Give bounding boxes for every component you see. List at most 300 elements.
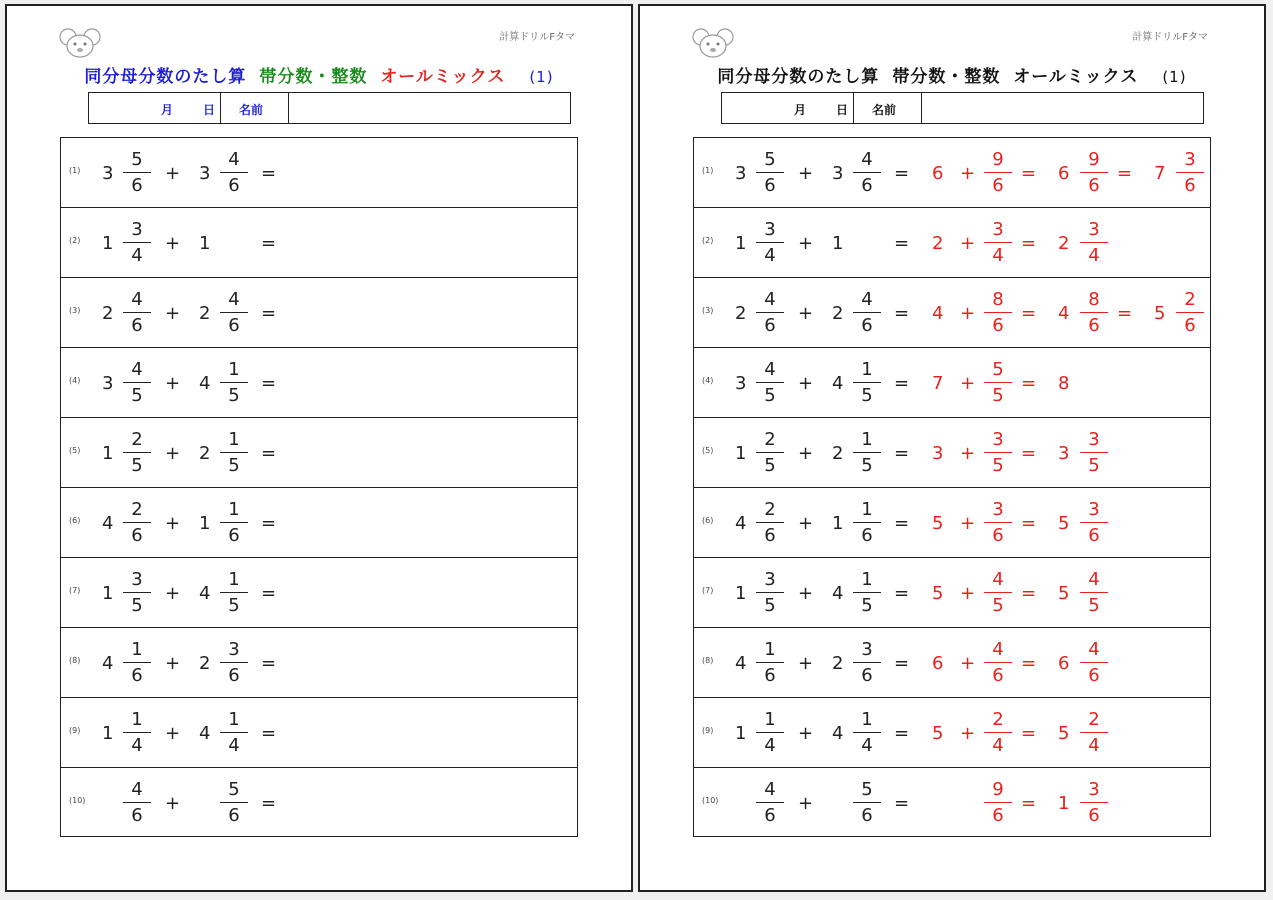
answer1-fraction-numerator: 9 — [992, 779, 1004, 800]
answer2-fraction-numerator: 3 — [1088, 219, 1100, 240]
problem-row — [694, 348, 1210, 418]
addend1-whole: 4 — [735, 512, 747, 534]
month-label: 月 — [794, 103, 807, 117]
worksheet-problems — [5, 4, 633, 892]
addend1-fraction-denominator: 5 — [764, 455, 776, 476]
title-part-mixed: 帯分数・整数 — [259, 67, 368, 87]
addend1-fraction-numerator: 2 — [131, 499, 143, 520]
plus-sign: + — [165, 442, 181, 464]
answer2-fraction — [1080, 497, 1108, 549]
addend2-whole: 3 — [199, 162, 211, 184]
answer2-fraction — [1080, 427, 1108, 479]
equals-sign: = — [894, 162, 910, 184]
answer1-whole: 5 — [932, 512, 944, 534]
addend2-fraction-numerator: 3 — [861, 639, 873, 660]
addend1-whole: 3 — [735, 162, 747, 184]
answer-plus-sign: + — [960, 512, 976, 534]
problem-row — [61, 138, 577, 208]
answer1-fraction-numerator: 3 — [992, 429, 1004, 450]
equals-sign: = — [261, 372, 277, 394]
equals-sign: = — [894, 302, 910, 324]
addend1-fraction — [123, 357, 151, 409]
answer1-fraction — [984, 497, 1012, 549]
title-part-fraction: 同分母分数のたし算 — [717, 67, 880, 87]
answer-equals-sign: = — [1021, 722, 1037, 744]
answer2-fraction — [1080, 287, 1108, 339]
addend1-whole: 1 — [735, 582, 747, 604]
equals-sign: = — [894, 372, 910, 394]
addend2-whole: 2 — [199, 442, 211, 464]
answer2-fraction — [1080, 707, 1108, 759]
plus-sign: + — [798, 512, 814, 534]
problem-number: (2) — [702, 236, 714, 245]
addend1-whole: 2 — [735, 302, 747, 324]
addend1-fraction-numerator: 2 — [131, 429, 143, 450]
plus-sign: + — [798, 372, 814, 394]
problem-number: (10) — [69, 796, 86, 805]
addend2-fraction — [853, 357, 881, 409]
title-part-allmix: オールミックス — [380, 67, 506, 87]
problem-number: (3) — [702, 306, 714, 315]
answer2-fraction-denominator: 5 — [1088, 455, 1100, 476]
addend2-whole: 4 — [832, 372, 844, 394]
addend2-whole: 2 — [199, 652, 211, 674]
addend1-whole: 3 — [102, 162, 114, 184]
addend2-whole: 1 — [199, 512, 211, 534]
answer1-fraction — [984, 637, 1012, 689]
addend1-fraction-denominator: 6 — [764, 805, 776, 826]
addend1-fraction-denominator: 5 — [764, 385, 776, 406]
answer1-fraction-numerator: 3 — [992, 219, 1004, 240]
problem-row — [694, 418, 1210, 488]
addend1-fraction-numerator: 4 — [764, 289, 776, 310]
name-label: 名前 — [221, 93, 289, 123]
answer1-fraction-numerator: 9 — [992, 149, 1004, 170]
answer-equals-sign: = — [1021, 512, 1037, 534]
equals-sign: = — [261, 232, 277, 254]
name-field[interactable] — [922, 93, 1203, 123]
day-label: 日 — [203, 103, 216, 117]
addend2-whole: 4 — [199, 372, 211, 394]
addend2-fraction — [853, 147, 881, 199]
answer1-fraction-denominator: 6 — [992, 525, 1004, 546]
addend1-fraction-denominator: 5 — [131, 455, 143, 476]
addend1-whole: 1 — [735, 722, 747, 744]
answer3-fraction-numerator: 3 — [1184, 149, 1196, 170]
mouse-mascot-icon — [59, 26, 101, 60]
problem-row — [61, 488, 577, 558]
answer-list — [693, 137, 1211, 837]
addend2-whole: 2 — [199, 302, 211, 324]
plus-sign: + — [798, 652, 814, 674]
addend2-fraction-denominator: 6 — [228, 805, 240, 826]
addend1-whole: 1 — [102, 722, 114, 744]
addend2-fraction — [853, 567, 881, 619]
problem-row — [694, 138, 1210, 208]
problem-row — [694, 628, 1210, 698]
addend2-fraction — [853, 637, 881, 689]
equals-sign: = — [894, 792, 910, 814]
addend2-fraction — [220, 287, 248, 339]
addend2-whole: 3 — [832, 162, 844, 184]
answer1-fraction-denominator: 6 — [992, 665, 1004, 686]
answer1-fraction — [984, 357, 1012, 409]
addend2-fraction — [853, 427, 881, 479]
addend2-fraction — [853, 707, 881, 759]
answer1-whole: 4 — [932, 302, 944, 324]
problem-number: (4) — [69, 376, 81, 385]
brand-label: 計算ドリルFタマ — [1132, 32, 1208, 43]
equals-sign: = — [894, 582, 910, 604]
answer2-whole: 6 — [1058, 652, 1070, 674]
problem-number: (8) — [702, 656, 714, 665]
addend1-fraction-denominator: 6 — [764, 175, 776, 196]
addend2-fraction-numerator: 5 — [228, 779, 240, 800]
answer1-fraction — [984, 777, 1012, 829]
answer2-whole: 8 — [1058, 372, 1070, 394]
addend1-fraction-numerator: 1 — [131, 709, 143, 730]
addend1-fraction — [756, 567, 784, 619]
addend2-whole: 2 — [832, 442, 844, 464]
addend2-fraction — [220, 777, 248, 829]
answer2-fraction-denominator: 4 — [1088, 735, 1100, 756]
answer3-fraction-denominator: 6 — [1184, 315, 1196, 336]
answer1-fraction-numerator: 5 — [992, 359, 1004, 380]
addend2-fraction-denominator: 6 — [228, 665, 240, 686]
problem-row — [694, 278, 1210, 348]
addend1-fraction — [756, 357, 784, 409]
addend2-fraction-numerator: 1 — [861, 709, 873, 730]
answer2-fraction — [1080, 147, 1108, 199]
answer-equals-sign: = — [1021, 302, 1037, 324]
answer-plus-sign: + — [960, 442, 976, 464]
answer2-whole: 6 — [1058, 162, 1070, 184]
equals-sign: = — [894, 722, 910, 744]
answer-equals-sign: = — [1021, 792, 1037, 814]
addend1-fraction — [123, 567, 151, 619]
answer2-fraction-numerator: 8 — [1088, 289, 1100, 310]
answer2-fraction-denominator: 4 — [1088, 245, 1100, 266]
problem-row — [61, 558, 577, 628]
answer1-whole: 6 — [932, 652, 944, 674]
title-part-fraction: 同分母分数のたし算 — [84, 67, 247, 87]
worksheet-answers — [638, 4, 1266, 892]
addend1-fraction-numerator: 3 — [764, 569, 776, 590]
addend2-fraction-denominator: 6 — [228, 525, 240, 546]
answer1-fraction-denominator: 4 — [992, 735, 1004, 756]
title-part-mixed: 帯分数・整数 — [892, 67, 1001, 87]
addend2-fraction — [853, 777, 881, 829]
addend2-fraction-numerator: 1 — [861, 429, 873, 450]
date-field[interactable] — [89, 93, 221, 123]
answer-plus-sign: + — [960, 652, 976, 674]
problem-row — [694, 558, 1210, 628]
addend2-fraction-numerator: 1 — [228, 709, 240, 730]
plus-sign: + — [165, 232, 181, 254]
answer3-whole: 7 — [1154, 162, 1166, 184]
addend1-fraction-numerator: 3 — [764, 219, 776, 240]
addend1-fraction — [756, 707, 784, 759]
equals-sign: = — [261, 302, 277, 324]
addend1-fraction-numerator: 5 — [131, 149, 143, 170]
answer3-fraction — [1176, 287, 1204, 339]
answer1-fraction — [984, 147, 1012, 199]
addend1-fraction — [756, 217, 784, 269]
name-field[interactable] — [289, 93, 570, 123]
answer2-fraction-denominator: 6 — [1088, 805, 1100, 826]
page-title — [640, 62, 1264, 87]
answer-equals-sign: = — [1021, 582, 1037, 604]
answer-equals-sign: = — [1117, 162, 1133, 184]
addend2-fraction-denominator: 5 — [861, 455, 873, 476]
answer2-whole: 2 — [1058, 232, 1070, 254]
equals-sign: = — [894, 232, 910, 254]
answer2-whole: 5 — [1058, 582, 1070, 604]
addend1-fraction-denominator: 6 — [131, 805, 143, 826]
answer2-fraction-numerator: 4 — [1088, 569, 1100, 590]
answer-plus-sign: + — [960, 302, 976, 324]
addend2-fraction-numerator: 4 — [228, 149, 240, 170]
answer2-whole: 4 — [1058, 302, 1070, 324]
addend2-fraction-denominator: 5 — [228, 455, 240, 476]
equals-sign: = — [894, 442, 910, 464]
answer1-whole: 7 — [932, 372, 944, 394]
addend2-fraction — [220, 427, 248, 479]
addend1-fraction-numerator: 5 — [764, 149, 776, 170]
answer3-fraction-denominator: 6 — [1184, 175, 1196, 196]
name-date-box — [721, 92, 1204, 124]
page-title — [7, 62, 631, 87]
plus-sign: + — [165, 512, 181, 534]
addend1-fraction-denominator: 5 — [131, 595, 143, 616]
addend2-whole: 4 — [199, 722, 211, 744]
answer-equals-sign: = — [1021, 372, 1037, 394]
addend1-fraction-denominator: 6 — [764, 315, 776, 336]
addend1-fraction — [123, 777, 151, 829]
addend2-fraction-numerator: 4 — [861, 149, 873, 170]
addend1-fraction — [756, 427, 784, 479]
answer2-fraction — [1080, 567, 1108, 619]
answer1-fraction-denominator: 4 — [992, 245, 1004, 266]
title-part-allmix: オールミックス — [1013, 67, 1139, 87]
addend2-fraction-numerator: 3 — [228, 639, 240, 660]
addend1-fraction-denominator: 4 — [764, 735, 776, 756]
plus-sign: + — [165, 652, 181, 674]
addend2-fraction-denominator: 6 — [228, 315, 240, 336]
addend2-fraction-numerator: 1 — [861, 359, 873, 380]
addend1-fraction — [123, 217, 151, 269]
answer1-whole: 2 — [932, 232, 944, 254]
addend1-whole: 1 — [102, 582, 114, 604]
plus-sign: + — [798, 792, 814, 814]
problem-row — [61, 698, 577, 768]
plus-sign: + — [798, 162, 814, 184]
answer1-whole: 5 — [932, 582, 944, 604]
addend1-fraction — [123, 147, 151, 199]
addend1-fraction-denominator: 6 — [131, 665, 143, 686]
answer2-fraction — [1080, 637, 1108, 689]
addend1-fraction-numerator: 1 — [131, 639, 143, 660]
equals-sign: = — [261, 582, 277, 604]
problem-number: (10) — [702, 796, 719, 805]
addend2-fraction-denominator: 6 — [861, 525, 873, 546]
addend2-whole: 1 — [199, 232, 211, 254]
addend1-fraction-numerator: 4 — [131, 289, 143, 310]
addend2-fraction-numerator: 1 — [228, 499, 240, 520]
addend1-whole: 4 — [102, 652, 114, 674]
problem-row — [61, 418, 577, 488]
problem-number: (1) — [69, 166, 81, 175]
addend1-fraction-numerator: 1 — [764, 639, 776, 660]
addend2-fraction-denominator: 6 — [861, 175, 873, 196]
addend1-fraction-denominator: 5 — [764, 595, 776, 616]
answer3-whole: 5 — [1154, 302, 1166, 324]
addend1-fraction-denominator: 6 — [131, 525, 143, 546]
date-field[interactable] — [722, 93, 854, 123]
equals-sign: = — [261, 792, 277, 814]
addend2-fraction-numerator: 5 — [861, 779, 873, 800]
brand-label: 計算ドリルFタマ — [499, 32, 575, 43]
answer2-fraction-numerator: 2 — [1088, 709, 1100, 730]
addend1-fraction-denominator: 6 — [764, 525, 776, 546]
plus-sign: + — [798, 232, 814, 254]
problem-row — [61, 348, 577, 418]
answer1-fraction — [984, 287, 1012, 339]
addend1-fraction-denominator: 6 — [764, 665, 776, 686]
problem-number: (3) — [69, 306, 81, 315]
name-date-box — [88, 92, 571, 124]
problem-row — [61, 208, 577, 278]
plus-sign: + — [798, 582, 814, 604]
answer-plus-sign: + — [960, 162, 976, 184]
addend1-fraction — [756, 287, 784, 339]
answer1-fraction-denominator: 5 — [992, 595, 1004, 616]
problem-number: (5) — [69, 446, 81, 455]
equals-sign: = — [894, 652, 910, 674]
addend1-fraction — [756, 637, 784, 689]
answer2-whole: 5 — [1058, 722, 1070, 744]
answer1-fraction-numerator: 3 — [992, 499, 1004, 520]
answer3-fraction — [1176, 147, 1204, 199]
equals-sign: = — [261, 442, 277, 464]
problem-number: (9) — [69, 726, 81, 735]
answer1-fraction — [984, 567, 1012, 619]
answer2-whole: 3 — [1058, 442, 1070, 464]
addend1-fraction-denominator: 4 — [764, 245, 776, 266]
plus-sign: + — [165, 792, 181, 814]
addend1-whole: 3 — [735, 372, 747, 394]
addend2-fraction-denominator: 6 — [861, 315, 873, 336]
answer2-fraction — [1080, 217, 1108, 269]
title-number: (1) — [1162, 68, 1187, 86]
plus-sign: + — [165, 582, 181, 604]
answer1-fraction — [984, 427, 1012, 479]
addend1-whole: 1 — [735, 232, 747, 254]
addend2-fraction-denominator: 5 — [228, 595, 240, 616]
addend1-whole: 4 — [735, 652, 747, 674]
addend1-fraction — [123, 287, 151, 339]
answer2-fraction-denominator: 5 — [1088, 595, 1100, 616]
answer2-fraction-denominator: 6 — [1088, 525, 1100, 546]
addend1-fraction-numerator: 2 — [764, 499, 776, 520]
answer1-fraction-denominator: 5 — [992, 455, 1004, 476]
answer1-fraction — [984, 707, 1012, 759]
problem-number: (7) — [702, 586, 714, 595]
addend1-whole: 1 — [102, 442, 114, 464]
answer2-fraction-numerator: 9 — [1088, 149, 1100, 170]
addend1-fraction-numerator: 3 — [131, 569, 143, 590]
problem-row — [61, 768, 577, 838]
addend1-fraction-numerator: 4 — [131, 779, 143, 800]
addend1-whole: 4 — [102, 512, 114, 534]
title-number: (1) — [529, 68, 554, 86]
addend1-fraction — [123, 707, 151, 759]
addend2-whole: 1 — [832, 232, 844, 254]
addend1-whole: 1 — [102, 232, 114, 254]
problem-number: (8) — [69, 656, 81, 665]
addend2-fraction — [220, 147, 248, 199]
plus-sign: + — [165, 722, 181, 744]
addend2-fraction-numerator: 1 — [228, 359, 240, 380]
addend1-fraction-denominator: 4 — [131, 245, 143, 266]
problem-row — [694, 488, 1210, 558]
answer-plus-sign: + — [960, 582, 976, 604]
problem-number: (2) — [69, 236, 81, 245]
addend1-fraction-numerator: 4 — [764, 779, 776, 800]
equals-sign: = — [261, 512, 277, 534]
problem-number: (6) — [702, 516, 714, 525]
answer2-fraction — [1080, 777, 1108, 829]
addend2-fraction-denominator: 6 — [228, 175, 240, 196]
addend2-fraction-denominator: 4 — [228, 735, 240, 756]
addend1-fraction-denominator: 5 — [131, 385, 143, 406]
addend1-fraction — [756, 777, 784, 829]
answer1-fraction-numerator: 4 — [992, 569, 1004, 590]
answer1-fraction-denominator: 5 — [992, 385, 1004, 406]
answer2-fraction-denominator: 6 — [1088, 665, 1100, 686]
answer1-fraction-denominator: 6 — [992, 175, 1004, 196]
addend1-fraction — [123, 637, 151, 689]
addend2-fraction-numerator: 4 — [861, 289, 873, 310]
addend2-fraction-denominator: 5 — [861, 595, 873, 616]
problem-number: (5) — [702, 446, 714, 455]
answer1-fraction-denominator: 6 — [992, 805, 1004, 826]
addend1-fraction-numerator: 1 — [764, 709, 776, 730]
addend2-fraction — [220, 357, 248, 409]
addend2-fraction-denominator: 4 — [861, 735, 873, 756]
equals-sign: = — [261, 162, 277, 184]
answer-plus-sign: + — [960, 722, 976, 744]
addend1-fraction-denominator: 6 — [131, 315, 143, 336]
equals-sign: = — [261, 652, 277, 674]
answer1-fraction-denominator: 6 — [992, 315, 1004, 336]
addend2-whole: 4 — [832, 722, 844, 744]
addend1-fraction-denominator: 6 — [131, 175, 143, 196]
addend2-fraction-numerator: 4 — [228, 289, 240, 310]
answer2-fraction-numerator: 3 — [1088, 429, 1100, 450]
answer2-fraction-numerator: 3 — [1088, 499, 1100, 520]
addend2-whole: 4 — [199, 582, 211, 604]
answer-equals-sign: = — [1021, 652, 1037, 674]
answer-equals-sign: = — [1021, 232, 1037, 254]
addend2-whole: 2 — [832, 302, 844, 324]
answer2-fraction-numerator: 4 — [1088, 639, 1100, 660]
problem-row — [694, 208, 1210, 278]
problem-number: (1) — [702, 166, 714, 175]
plus-sign: + — [798, 722, 814, 744]
answer-equals-sign: = — [1021, 162, 1037, 184]
addend2-fraction-numerator: 1 — [228, 429, 240, 450]
